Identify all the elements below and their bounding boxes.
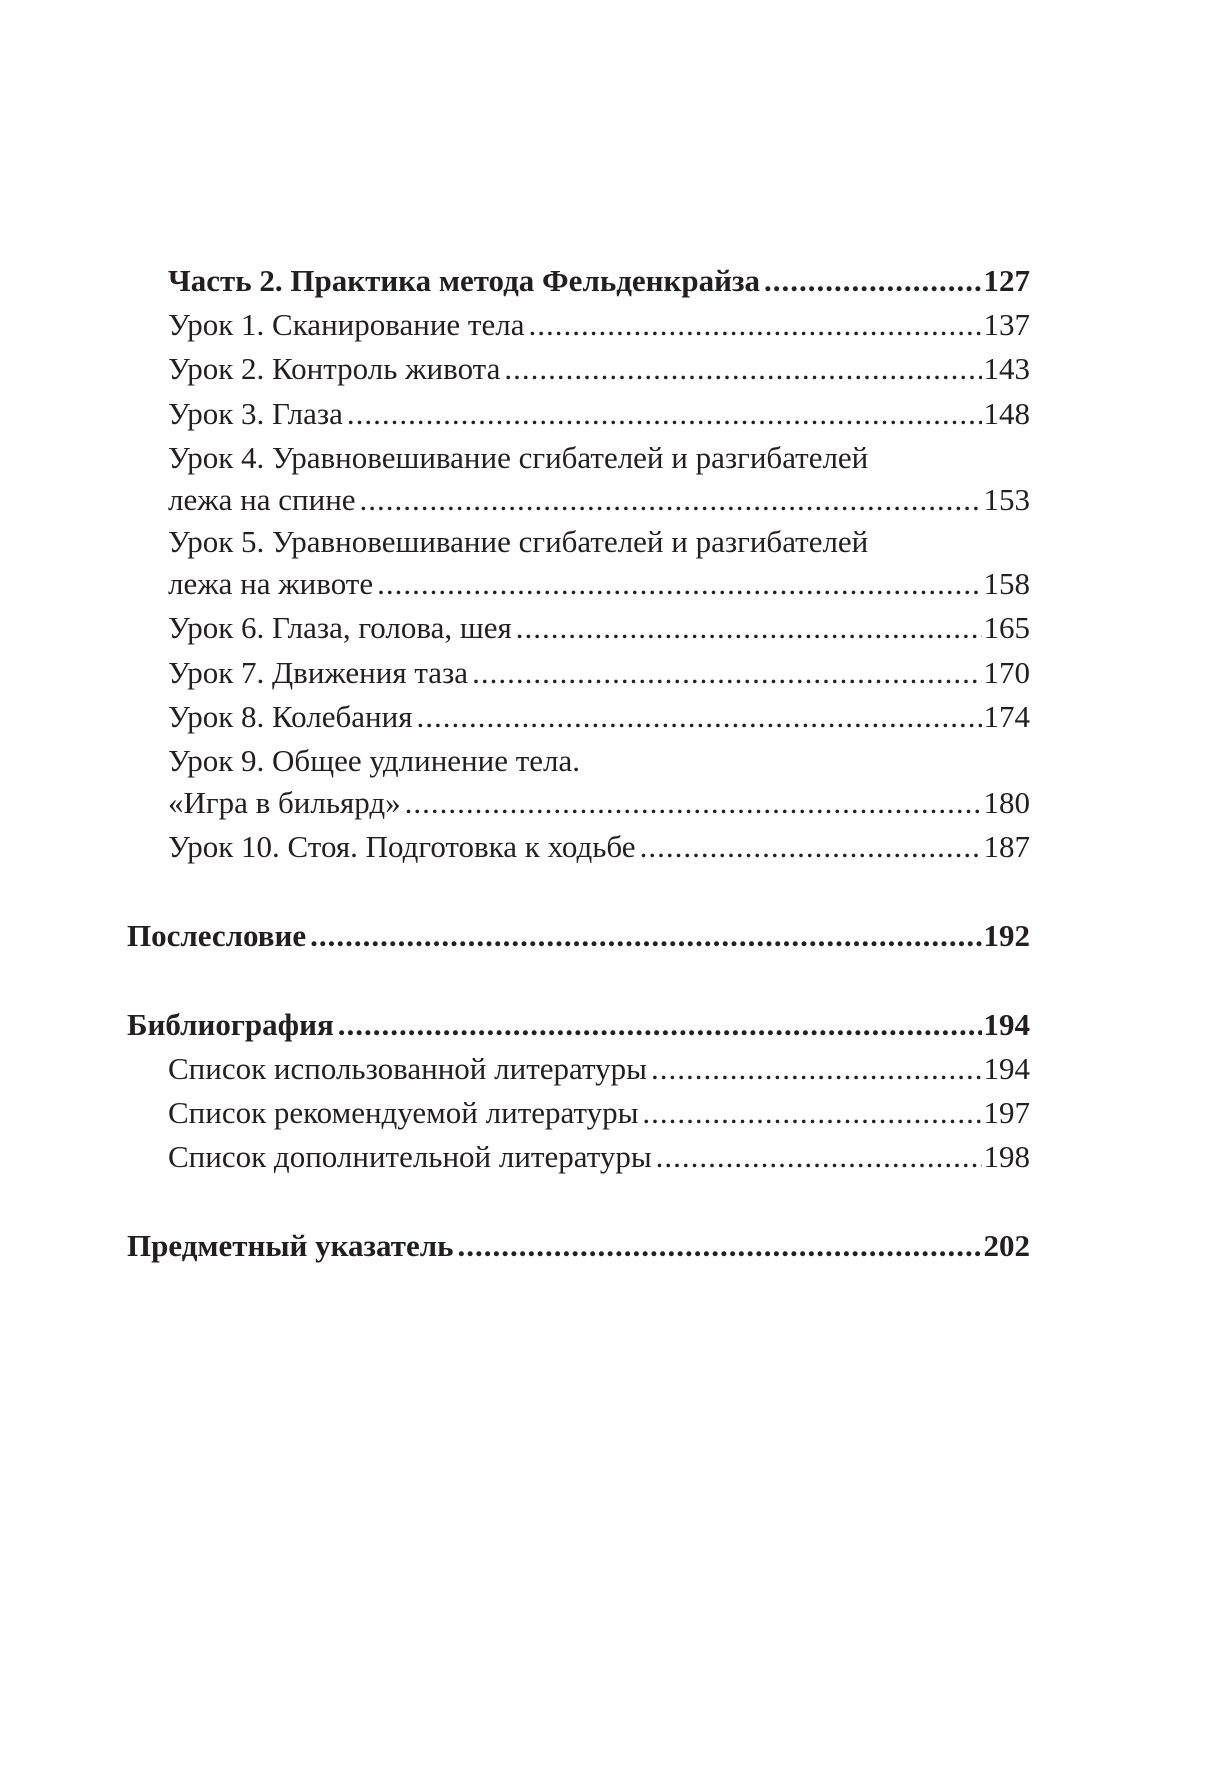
- dot-leader: [405, 782, 982, 824]
- dot-leader: [516, 607, 982, 649]
- toc-entry-bibliography-additional: [168, 1136, 1030, 1178]
- toc-entry-page: 137: [983, 307, 1030, 342]
- toc-entry-page: 143: [983, 351, 1030, 386]
- toc-entry-title: Список рекомендуемой литературы: [168, 1095, 639, 1130]
- toc-entry-lesson-2: [168, 348, 1030, 390]
- toc-entry-title: Список дополнительной литературы: [168, 1139, 652, 1174]
- toc-entry-title: лежа на животе: [168, 566, 374, 601]
- toc-entry-title: Часть 2. Практика метода Фельденкрайза: [168, 263, 760, 298]
- toc-entry-part-2: [168, 260, 1030, 302]
- toc-entry-page: 192: [983, 918, 1030, 953]
- toc-entry-lesson-4: [168, 479, 1030, 521]
- toc-entry-lesson-5-line-1: Урок 5. Уравновешивание сгибателей и разгибателей: [168, 524, 869, 559]
- toc-entry-lesson-1: [168, 304, 1030, 346]
- toc-entry-subject-index: [127, 1225, 1030, 1267]
- toc-entry-title: «Игра в бильярд»: [168, 785, 401, 820]
- toc-entry-title: Урок 10. Стоя. Подготовка к ходьбе: [168, 829, 636, 864]
- dot-leader: [504, 348, 981, 390]
- toc-entry-page: 194: [983, 1007, 1030, 1042]
- toc-entry-title: Урок 6. Глаза, голова, шея: [168, 610, 512, 645]
- toc-entry-lesson-6: [168, 607, 1030, 649]
- toc-entry-page: 127: [983, 263, 1030, 298]
- toc-entry-afterword: [127, 915, 1030, 957]
- toc-entry-lesson-5: [168, 563, 1030, 605]
- toc-entry-page: 180: [983, 785, 1030, 820]
- dot-leader: [656, 1136, 982, 1178]
- toc-entry-bibliography-recommended: [168, 1092, 1030, 1134]
- toc-entry-page: 174: [983, 699, 1030, 734]
- toc-entry-title: Предметный указатель: [127, 1228, 454, 1263]
- toc-entry-title: Урок 3. Глаза: [168, 396, 343, 431]
- dot-leader: [472, 652, 981, 694]
- dot-leader: [457, 1225, 981, 1267]
- dot-leader: [360, 479, 982, 521]
- toc-entry-page: 198: [983, 1139, 1030, 1174]
- toc-entry-bibliography-used: [168, 1048, 1030, 1090]
- dot-leader: [642, 1092, 981, 1134]
- dot-leader: [310, 915, 981, 957]
- toc-entry-page: 197: [983, 1095, 1030, 1130]
- dot-leader: [764, 260, 982, 302]
- toc-entry-lesson-8: [168, 696, 1030, 738]
- toc-entry-title: Урок 7. Движения таза: [168, 655, 469, 690]
- dot-leader: [416, 696, 981, 738]
- toc-entry-title: Список использованной литературы: [168, 1051, 647, 1086]
- toc-entry-title: Урок 8. Колебания: [168, 699, 413, 734]
- toc-entry-lesson-10: [168, 826, 1030, 868]
- dot-leader: [528, 304, 981, 346]
- toc-entry-page: 187: [983, 829, 1030, 864]
- toc-entry-lesson-9: [168, 782, 1030, 824]
- toc-entry-lesson-3: [168, 393, 1030, 435]
- toc-entry-title: Послесловие: [127, 918, 307, 953]
- toc-entry-title: Урок 2. Контроль живота: [168, 351, 501, 386]
- toc-entry-lesson-4-line-1: Урок 4. Уравновешивание сгибателей и разгибателей: [168, 440, 869, 475]
- toc-entry-page: 165: [983, 610, 1030, 645]
- toc-entry-page: 202: [983, 1228, 1030, 1263]
- toc-entry-page: 158: [983, 566, 1030, 601]
- toc-entry-lesson-9-line-1: Урок 9. Общее удлинение тела.: [168, 743, 581, 778]
- dot-leader: [640, 826, 982, 868]
- toc-entry-title: Библиография: [127, 1007, 334, 1042]
- toc-entry-title: лежа на спине: [168, 482, 356, 517]
- toc-entry-page: 153: [983, 482, 1030, 517]
- toc-entry-bibliography: [127, 1004, 1030, 1046]
- dot-leader: [347, 393, 982, 435]
- toc-entry-title: Урок 1. Сканирование тела: [168, 307, 525, 342]
- toc-entry-page: 148: [983, 396, 1030, 431]
- dot-leader: [651, 1048, 982, 1090]
- toc-entry-lesson-7: [168, 652, 1030, 694]
- dot-leader: [338, 1004, 982, 1046]
- toc-entry-page: 170: [983, 655, 1030, 690]
- toc-entry-page: 194: [983, 1051, 1030, 1086]
- dot-leader: [377, 563, 981, 605]
